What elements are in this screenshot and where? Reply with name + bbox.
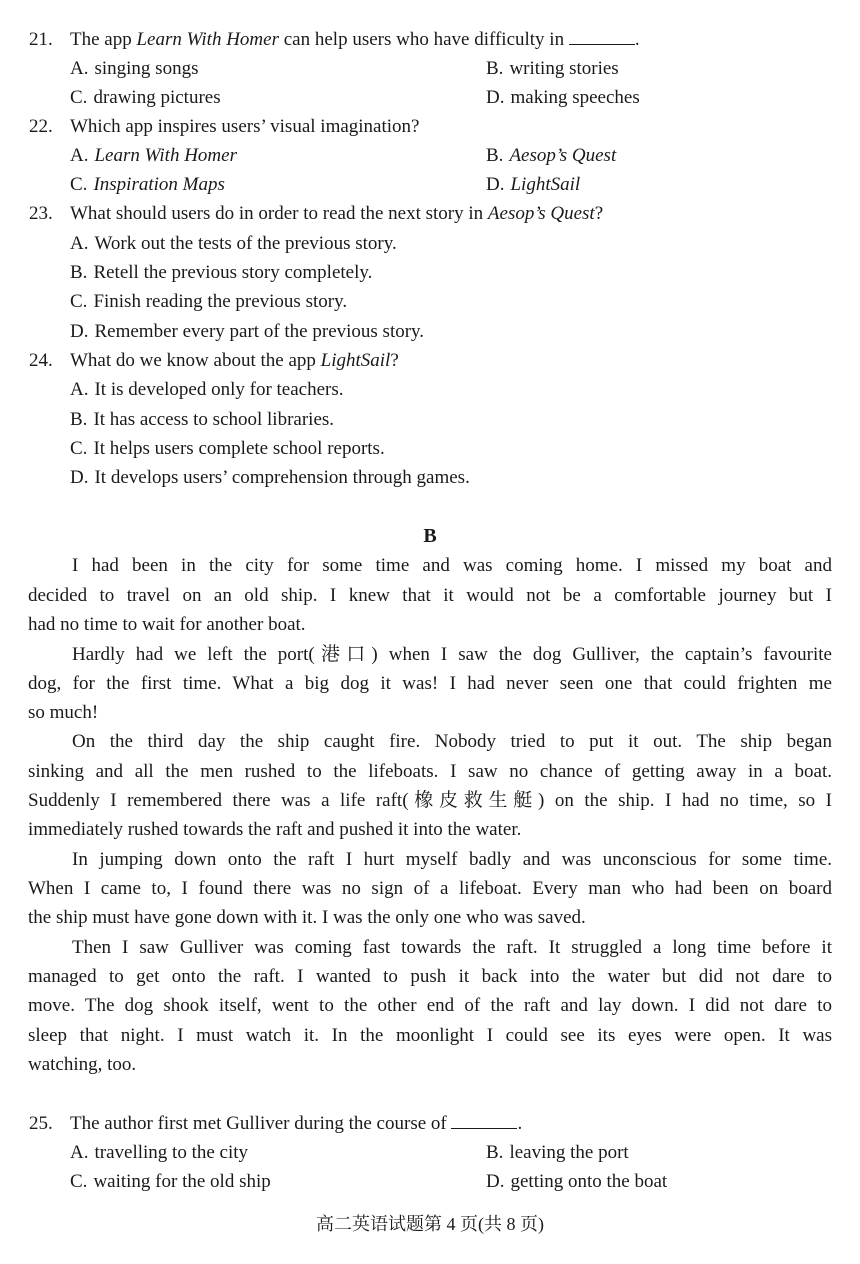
- option-b: B. leaving the port: [486, 1142, 629, 1163]
- passage-line: In jumping down onto the raft I hurt myself badly and was unconscious for some time.: [72, 849, 832, 870]
- question-number: 25.: [29, 1113, 53, 1134]
- question-stem: The app Learn With Homer can help users who have difficulty in .: [70, 25, 640, 54]
- passage-line: dog, for the first time. What a big dog it was! I had never seen one that could frighten me: [28, 673, 832, 694]
- option-d: D. getting onto the boat: [486, 1171, 668, 1192]
- passage-line: so much!: [28, 702, 99, 723]
- question-23: [0, 199, 860, 228]
- question-number: 23.: [29, 203, 53, 224]
- question-number: 22.: [29, 116, 53, 137]
- option-a: A. travelling to the city: [70, 1142, 249, 1163]
- section-heading: B: [423, 525, 437, 547]
- question-stem: What should users do in order to read the next story in Aesop’s Quest?: [70, 203, 604, 224]
- option-d: D. Remember every part of the previous story.: [70, 321, 425, 342]
- option-a: A. Work out the tests of the previous story.: [70, 233, 397, 254]
- passage-line: the ship must have gone down with it. I was the only one who was saved.: [28, 907, 586, 928]
- passage-line: sinking and all the men rushed to the lifeboats. I saw no chance of getting away in a boat.: [28, 761, 832, 782]
- passage-line: decided to travel on an old ship. I knew that it would not be a comfortable journey but I: [28, 585, 832, 606]
- option-a: A. singing songs: [70, 58, 199, 79]
- passage-line: Suddenly I remembered there was a life raft(橡皮救生艇) on the ship. I had no time, so I: [28, 790, 832, 811]
- answer-blank: [451, 1110, 517, 1129]
- passage-line: Then I saw Gulliver was coming fast towards the raft. It struggled a long time before it: [72, 937, 832, 958]
- options-row: [0, 141, 860, 170]
- option-d: D. LightSail: [486, 174, 581, 195]
- option-b: B. Retell the previous story completely.: [70, 262, 373, 283]
- options-row: [0, 1138, 860, 1167]
- question-25: [0, 1109, 860, 1138]
- option-c: C. waiting for the old ship: [70, 1171, 271, 1192]
- question-number: 21.: [29, 29, 53, 50]
- options-row: [0, 83, 860, 112]
- passage-line: I had been in the city for some time and was coming home. I missed my boat and: [72, 555, 832, 576]
- option-c: C. It helps users complete school reports.: [70, 438, 385, 459]
- question-24: [0, 346, 860, 375]
- option-c: C. Finish reading the previous story.: [70, 291, 348, 312]
- option-c: C. Inspiration Maps: [70, 174, 225, 195]
- option-a: A. It is developed only for teachers.: [70, 379, 344, 400]
- option-b: B. writing stories: [486, 58, 619, 79]
- option-b: B. It has access to school libraries.: [70, 409, 335, 430]
- option-a: A. Learn With Homer: [70, 145, 237, 166]
- option-d: D. making speeches: [486, 87, 640, 108]
- passage-line: When I came to, I found there was no sign of a lifeboat. Every man who had been on board: [28, 878, 832, 899]
- options-row: [0, 170, 860, 199]
- answer-blank: [569, 26, 635, 45]
- question-stem: Which app inspires users’ visual imagination?: [70, 116, 420, 137]
- question-21: [0, 25, 860, 54]
- passage-line: had no time to wait for another boat.: [28, 614, 306, 635]
- option-d: D. It develops users’ comprehension through games.: [70, 467, 470, 488]
- passage-line: immediately rushed towards the raft and pushed it into the water.: [28, 819, 522, 840]
- passage-line: On the third day the ship caught fire. Nobody tried to put it out. The ship began: [72, 731, 832, 752]
- option-b: B. Aesop’s Quest: [486, 145, 617, 166]
- question-22: [0, 112, 860, 141]
- question-stem: The author first met Gulliver during the course of .: [70, 1109, 522, 1138]
- passage-line: move. The dog shook itself, went to the other end of the raft and lay down. I did not dare to: [28, 995, 832, 1016]
- options-row: [0, 1167, 860, 1196]
- question-stem: What do we know about the app LightSail?: [70, 350, 399, 371]
- option-c: C. drawing pictures: [70, 87, 221, 108]
- passage-line: managed to get onto the raft. I wanted to push it back into the water but did not dare to: [28, 966, 832, 987]
- question-number: 24.: [29, 350, 53, 371]
- page-footer: 高二英语试题第 4 页(共 8 页): [316, 1214, 544, 1234]
- passage-line: Hardly had we left the port(港口) when I saw the dog Gulliver, the captain’s favourite: [72, 644, 832, 665]
- passage-line: sleep that night. I must watch it. In the moonlight I could see its eyes were open. It was: [28, 1025, 832, 1046]
- options-row: [0, 54, 860, 83]
- passage-line: watching, too.: [28, 1054, 137, 1075]
